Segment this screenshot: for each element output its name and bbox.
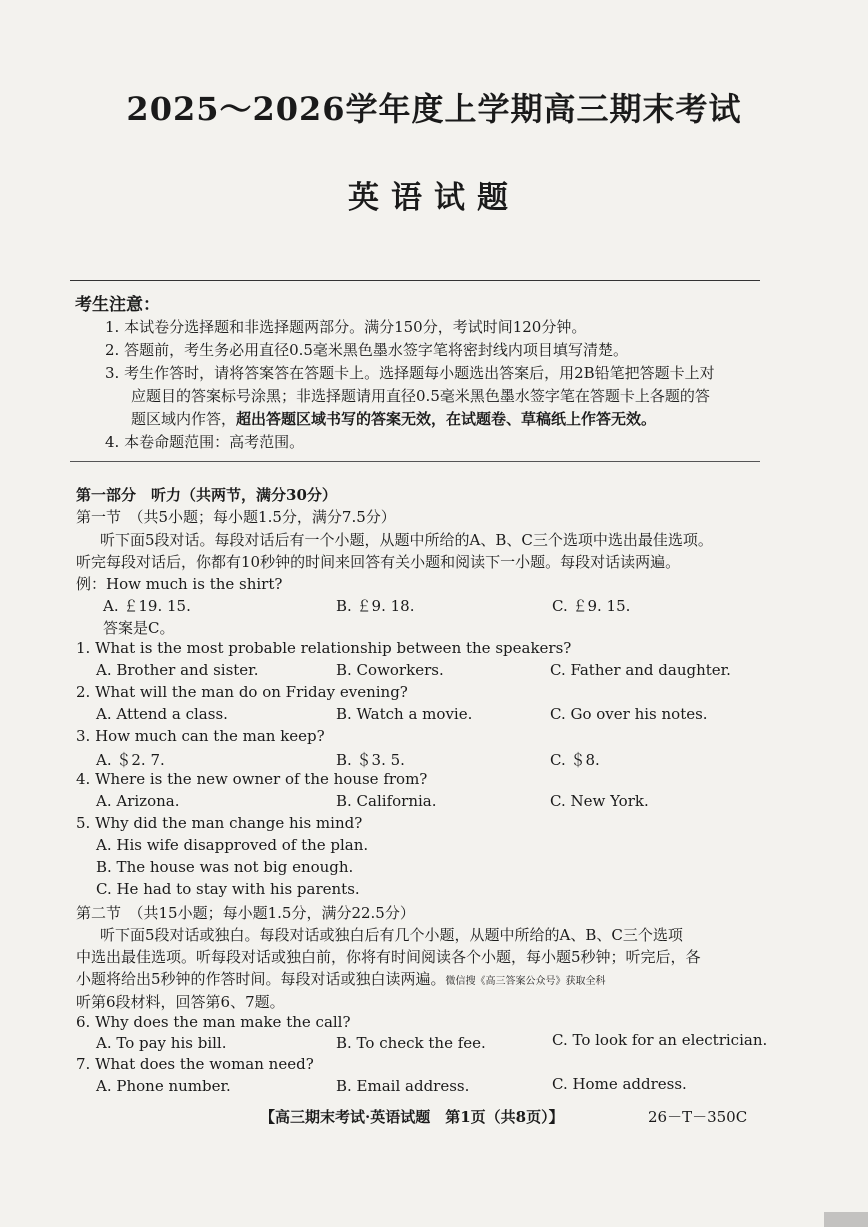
q6-option-c: C. To look for an electrician. bbox=[552, 1031, 768, 1049]
q5-option-b: B. The house was not big enough. bbox=[96, 858, 354, 876]
example-option-c: C. ￡9. 15. bbox=[552, 597, 631, 615]
section2-instruction-3: 小题将给出5秒钟的作答时间。每段对话或独白读两遍。 bbox=[76, 970, 446, 988]
q2-option-a: A. Attend a class. bbox=[96, 705, 228, 723]
section2-instruction-1: 听下面5段对话或独白。每段对话或独白后有几个小题，从题中所给的A、B、C三个选项 bbox=[100, 926, 683, 944]
q2-option-c: C. Go over his notes. bbox=[550, 705, 708, 723]
q7-option-b: B. Email address. bbox=[336, 1077, 470, 1095]
section1-title: 第一节 （共5小题；每小题1.5分，满分7.5分） bbox=[76, 508, 396, 526]
q1-option-b: B. Coworkers. bbox=[336, 661, 444, 679]
section2-instruction-2: 中选出最佳选项。听每段对话或独白前，你将有时间阅读各个小题，每小题5秒钟；听完后，各 bbox=[76, 948, 701, 966]
example-question: 例：How much is the shirt? bbox=[76, 575, 283, 593]
notice-item-3-line3 bbox=[105, 408, 765, 431]
q7-option-c: C. Home address. bbox=[552, 1075, 687, 1093]
page-footer: 【高三期末考试·英语试题 第1页（共8页）】 bbox=[260, 1108, 564, 1126]
q3-option-a: A. ＄2. 7. bbox=[96, 751, 165, 769]
notice-item-2: 2. 答题前，考生务必用直径0.5毫米黑色墨水签字笔将密封线内项目填写清楚。 bbox=[105, 341, 628, 359]
question-1: 1. What is the most probable relationship between the speakers? bbox=[76, 639, 572, 657]
exam-title: 2025～2026学年度上学期高三期末考试 bbox=[126, 90, 742, 128]
q4-option-a: A. Arizona. bbox=[96, 792, 180, 810]
notice-top-rule bbox=[70, 280, 760, 281]
paper-code: 26－T－350C bbox=[648, 1108, 748, 1126]
question-4: 4. Where is the new owner of the house from? bbox=[76, 770, 428, 788]
q2-option-b: B. Watch a movie. bbox=[336, 705, 473, 723]
notice-item-3-line3-text: 题区域内作答， bbox=[131, 410, 237, 428]
question-2: 2. What will the man do on Friday evening? bbox=[76, 683, 408, 701]
question-5: 5. Why did the man change his mind? bbox=[76, 814, 363, 832]
notice-heading: 考生注意： bbox=[75, 295, 160, 315]
q3-option-b: B. ＄3. 5. bbox=[336, 751, 405, 769]
section2-instruction-3-line bbox=[76, 968, 606, 989]
example-answer: 答案是C。 bbox=[103, 619, 175, 637]
q6-option-b: B. To check the fee. bbox=[336, 1034, 486, 1052]
question-3: 3. How much can the man keep? bbox=[76, 727, 325, 745]
q7-option-a: A. Phone number. bbox=[96, 1077, 231, 1095]
notice-item-1: 1. 本试卷分选择题和非选择题两部分。满分150分，考试时间120分钟。 bbox=[105, 318, 587, 336]
example-option-b: B. ￡9. 18. bbox=[336, 597, 415, 615]
notice-item-3-line2: 应题目的答案标号涂黑；非选择题请用直径0.5毫米黑色墨水签字笔在答题卡上各题的答 bbox=[131, 387, 710, 405]
question-7: 7. What does the woman need? bbox=[76, 1055, 314, 1073]
q4-option-b: B. California. bbox=[336, 792, 437, 810]
part1-title: 第一部分 听力（共两节，满分30分） bbox=[76, 486, 337, 504]
subject-title: 英语试题 bbox=[348, 180, 520, 216]
question-6: 6. Why does the man make the call? bbox=[76, 1013, 351, 1031]
notice-list bbox=[105, 316, 765, 454]
section1-instruction-1: 听下面5段对话。每段对话后有一个小题，从题中所给的A、B、C三个选项中选出最佳选项。 bbox=[100, 531, 713, 549]
q3-option-c: C. ＄8. bbox=[550, 751, 600, 769]
q6-option-a: A. To pay his bill. bbox=[96, 1034, 227, 1052]
q4-option-c: C. New York. bbox=[550, 792, 649, 810]
q5-option-a: A. His wife disapproved of the plan. bbox=[96, 836, 369, 854]
q5-option-c: C. He had to stay with his parents. bbox=[96, 880, 360, 898]
q1-option-a: A. Brother and sister. bbox=[96, 661, 259, 679]
notice-item-3: 3. 考生作答时，请将答案答在答题卡上。选择题每小题选出答案后，用2B铅笔把答题卡上对 bbox=[105, 364, 715, 382]
notice-item-4: 4. 本卷命题范围：高考范围。 bbox=[105, 433, 305, 451]
section2-title: 第二节 （共15小题；每小题1.5分，满分22.5分） bbox=[76, 904, 415, 922]
watermark-note: 微信搜《高三答案公众号》获取全科 bbox=[445, 976, 606, 987]
example-option-a: A. ￡19. 15. bbox=[103, 597, 191, 615]
q1-option-c: C. Father and daughter. bbox=[550, 661, 731, 679]
notice-item-3-emphasis: 超出答题区域书写的答案无效，在试题卷、草稿纸上作答无效。 bbox=[236, 410, 657, 428]
notice-bottom-rule bbox=[70, 461, 760, 462]
scan-edge-mark bbox=[824, 1212, 868, 1227]
section1-instruction-2: 听完每段对话后，你都有10秒钟的时间来回答有关小题和阅读下一小题。每段对话读两遍。 bbox=[76, 553, 681, 571]
material-6-heading: 听第6段材料，回答第6、7题。 bbox=[76, 993, 285, 1011]
